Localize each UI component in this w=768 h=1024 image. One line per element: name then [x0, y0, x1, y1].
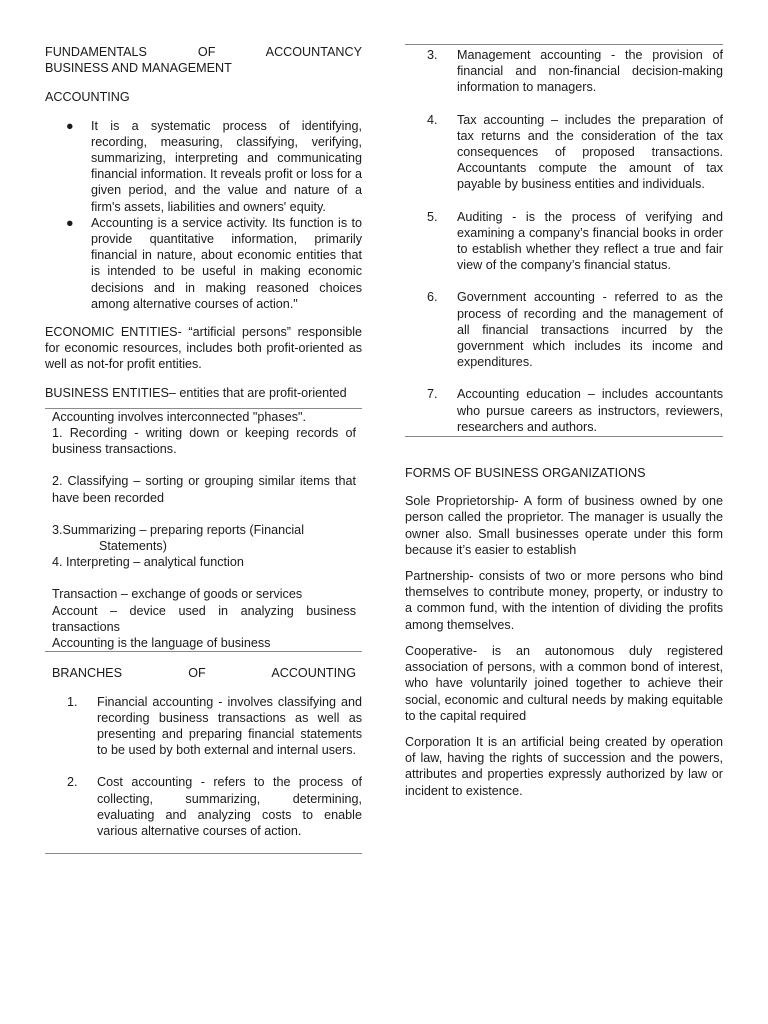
branches-list-part2 — [405, 47, 723, 435]
sole-proprietorship-definition: Sole Proprietorship- A form of business owned by one person called the proprietor. The manager is usually the owner also. Small businesses operate under this form because it’s easier to establish — [405, 494, 723, 557]
accounting-bullet-list — [45, 118, 362, 312]
cooperative-definition: Cooperative- is an autonomous duly registered association of persons, with a common bond of interest, who have voluntarily joined together to achieve their social, economic and cultural needs by making equitable to the capital required — [405, 643, 723, 723]
account-definition: Account – device used in analyzing business transactions — [52, 603, 356, 634]
phase-interpreting: 4. Interpreting – analytical function — [52, 555, 244, 570]
list-item: 3. Management accounting - the provision of financial and non-financial decision-making information to managers. — [427, 48, 723, 95]
list-item: 6. Government accounting - referred to as the process of recording and the management of all financial transactions incurred by the government which includes its income and expenditures. — [427, 290, 723, 370]
document-title: FUNDAMENTALS OF ACCOUNTANCY — [45, 45, 362, 59]
forms-heading: FORMS OF BUSINESS ORGANIZATIONS — [405, 466, 646, 481]
phases-box — [45, 409, 362, 651]
divider — [45, 853, 362, 854]
divider — [405, 44, 723, 45]
transaction-definition: Transaction – exchange of goods or services — [52, 587, 303, 602]
language-statement: Accounting is the language of business — [52, 636, 271, 651]
phase-summarizing-cont: Statements) — [99, 539, 167, 554]
business-entities-definition: BUSINESS ENTITIES– entities that are profit-oriented — [45, 385, 347, 400]
phase-summarizing: 3.Summarizing – preparing reports (Financial — [52, 522, 304, 537]
divider — [405, 436, 723, 437]
right-column — [405, 44, 723, 799]
list-item: ● It is a systematic process of identifying, recording, measuring, classifying, verifying, summarizing, interpreting and communicating financial information. It reveals profit or loss for a given period, and the value and nature of a firm's assets, liabilities and owners' equity. — [66, 118, 362, 214]
economic-entities-definition: ECONOMIC ENTITIES- “artificial persons” responsible for economic resources, includes both profit-oriented as well as not-for profit entities. — [45, 325, 362, 372]
list-item: 7. Accounting education – includes accountants who pursue careers as instructors, reviewers, researchers and authors. — [427, 387, 723, 434]
corporation-definition: Corporation It is an artificial being created by operation of law, having the rights of succession and the powers, attributes and properties expressly authorized by law or incident to existence. — [405, 734, 723, 798]
document-subtitle: BUSINESS AND MANAGEMENT — [45, 61, 232, 76]
phase-classifying: 2. Classifying – sorting or grouping similar items that have been recorded — [52, 474, 356, 505]
list-item: 5. Auditing - is the process of verifying and examining a company’s financial books in order to establish whether they reflect a true and fair view of the company’s financial status. — [427, 209, 723, 273]
partnership-definition: Partnership- consists of two or more persons who bind themselves to contribute money, property, or industry to a common fund, with the intention of dividing the profits among themselves. — [405, 569, 723, 632]
accounting-heading: ACCOUNTING — [45, 90, 130, 105]
list-item: 1. Financial accounting - involves classifying and recording business transactions as well as presenting and preparing financial statements to be used by both external and internal users. — [67, 694, 362, 758]
divider — [45, 651, 362, 652]
bullet-icon: ● — [66, 118, 74, 133]
bullet-icon: ● — [66, 215, 74, 230]
list-item: ● Accounting is a service activity. Its function is to provide quantitative information, primarily financial in nature, about economic entities that is intended to be useful in making economic decisions and in making reasoned choices among alternative courses of action." — [66, 215, 362, 311]
phase-recording: 1. Recording - writing down or keeping records of business transactions. — [52, 426, 356, 457]
list-item: 2. Cost accounting - refers to the process of collecting, summarizing, determining, evaluating and analyzing costs to enable various alternative courses of action. — [67, 775, 362, 838]
branches-heading: BRANCHES OF ACCOUNTING — [52, 666, 356, 681]
branches-list-part1 — [45, 694, 362, 840]
phases-intro: Accounting involves interconnected "phases". — [52, 409, 306, 424]
left-column — [45, 44, 362, 854]
list-item: 4. Tax accounting – includes the preparation of tax returns and the consideration of the tax consequences of proposed transactions. Accountants compute the amount of tax payable by business entities and individuals. — [427, 112, 723, 192]
